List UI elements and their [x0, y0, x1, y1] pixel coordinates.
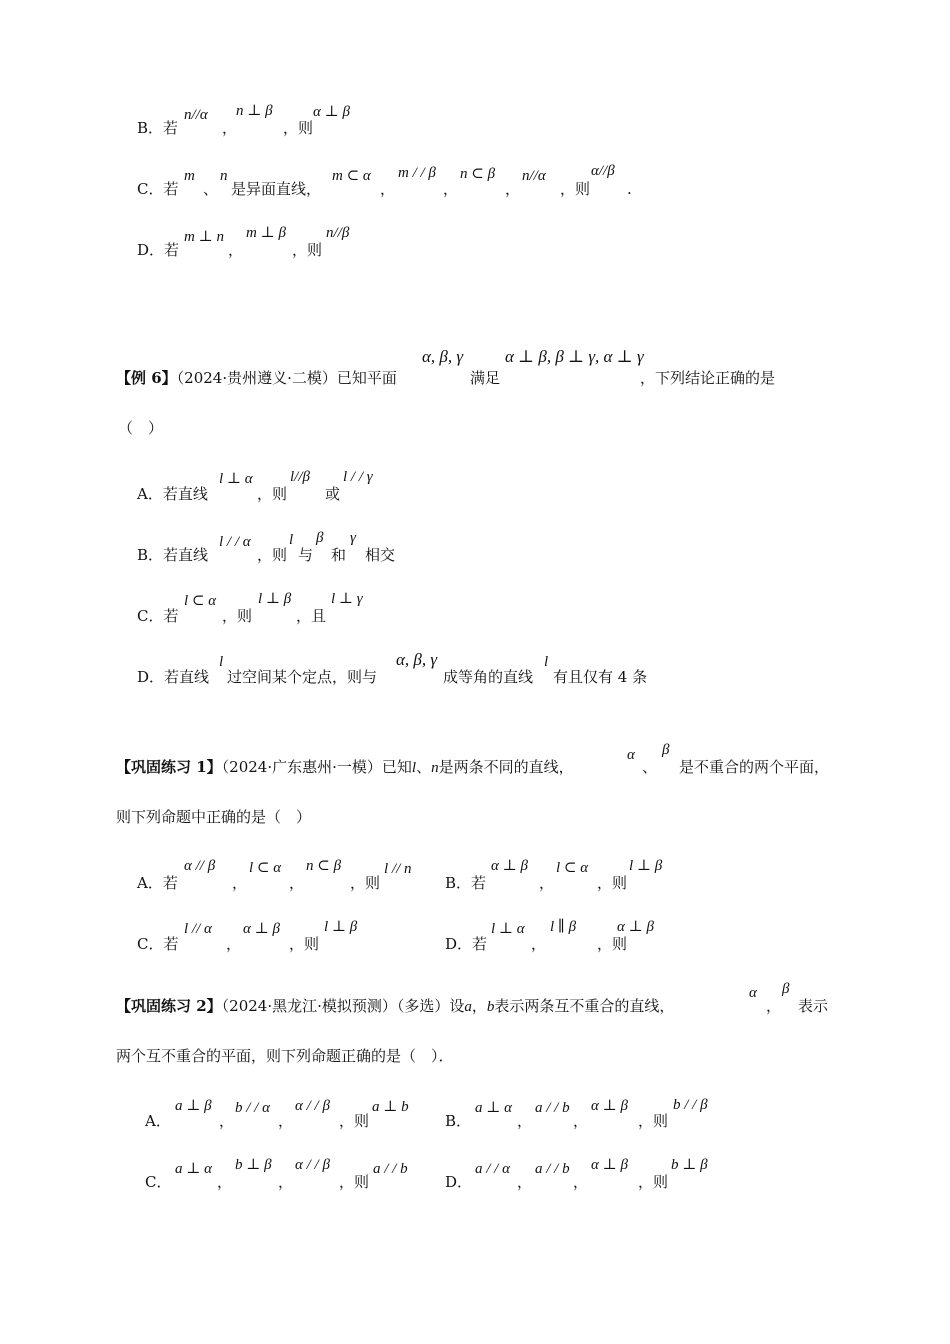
- then-text: ，则: [597, 874, 628, 892]
- formula: l ⊥ γ: [331, 591, 363, 607]
- comma: ，: [766, 997, 782, 1015]
- then-text: ，则: [560, 180, 591, 198]
- then-text: ，则: [638, 1173, 669, 1191]
- formula: n ⊂ β: [306, 858, 342, 874]
- separator: 、: [642, 758, 658, 776]
- text: 和: [331, 546, 347, 564]
- source-text: （2024·广东惠州·一模）已知: [221, 758, 412, 776]
- formula: l: [219, 654, 224, 670]
- formula: l: [289, 532, 294, 548]
- formula: l ⊥ β: [258, 591, 292, 607]
- formula: m / / β: [398, 165, 436, 181]
- formula: l ⊂ α: [556, 860, 589, 876]
- comma: ，: [517, 1112, 533, 1130]
- formula: α, β, γ: [422, 347, 464, 366]
- option-label: C．若: [137, 935, 179, 953]
- comma: ，: [278, 1173, 294, 1191]
- question-stem: [116, 996, 674, 1017]
- formula: n//α: [184, 107, 208, 123]
- option-label: C．若: [137, 607, 179, 625]
- comma: ，: [226, 935, 242, 953]
- question-stem: [116, 368, 397, 388]
- formula: n//α: [522, 168, 546, 184]
- option-label: D．若直线: [137, 668, 210, 686]
- formula: a ⊥ α: [475, 1100, 512, 1116]
- text: 过空间某个定点，则与: [227, 668, 378, 686]
- formula: a ⊥ β: [175, 1098, 212, 1114]
- comma: ，: [289, 874, 305, 892]
- option-label: A．若: [137, 874, 178, 892]
- period: .: [627, 180, 632, 198]
- question-stem-line2: 则下列命题中正确的是（ ）: [116, 808, 312, 826]
- formula: β: [316, 530, 324, 546]
- option-label: B．若: [137, 119, 179, 137]
- comma: ，: [443, 180, 459, 198]
- var-b: b: [486, 999, 495, 1015]
- formula: m ⊥ β: [246, 225, 286, 241]
- text: 满足: [470, 369, 501, 387]
- option-label: D．若: [137, 241, 180, 259]
- then-text: ，则: [222, 607, 253, 625]
- formula: α ⊥ β: [243, 921, 280, 937]
- formula: a ⊥ α: [175, 1161, 212, 1177]
- option-label: B．: [445, 1112, 472, 1130]
- formula: α ⊥ β: [491, 858, 528, 874]
- formula: α//β: [591, 163, 615, 179]
- var-n: n: [431, 760, 439, 776]
- comma: ，: [573, 1112, 589, 1130]
- formula: n//β: [326, 225, 350, 241]
- then-text: ，则: [257, 546, 288, 564]
- formula: α // β: [184, 858, 216, 874]
- then-text: ，则: [283, 119, 314, 137]
- formula: l: [544, 654, 549, 670]
- text: 是异面直线，: [231, 180, 322, 198]
- question-tag: 【巩固练习 1】: [116, 758, 222, 776]
- question-stem-line2: 两个互不重合的平面，则下列命题正确的是（ ）．: [116, 1047, 454, 1065]
- option-label: C．若: [137, 180, 179, 198]
- formula: l//β: [290, 469, 310, 485]
- formula: a / / b: [535, 1100, 570, 1116]
- formula: l ⊥ α: [491, 921, 525, 937]
- formula: a / / α: [475, 1161, 510, 1177]
- then-text: ，则: [339, 1173, 370, 1191]
- formula: α: [749, 985, 757, 1001]
- source-text: （2024·黑龙江·模拟预测）（多选）设: [221, 997, 465, 1015]
- formula: β: [662, 742, 670, 758]
- then-text: ，则: [638, 1112, 669, 1130]
- option-label: A．若直线: [137, 485, 208, 503]
- text: 是不重合的两个平面，: [679, 758, 830, 776]
- formula: α / / β: [295, 1098, 330, 1114]
- answer-paren: （ ）: [118, 419, 164, 437]
- question-tag: 【巩固练习 2】: [116, 997, 222, 1015]
- text: 相交: [365, 546, 396, 564]
- formula: α ⊥ β: [313, 104, 350, 120]
- formula: α ⊥ β: [617, 919, 654, 935]
- formula: l ⊂ α: [184, 593, 217, 609]
- formula: α ⊥ β, β ⊥ γ, α ⊥ γ: [505, 347, 644, 366]
- comma: ，: [471, 997, 487, 1015]
- comma: ，: [219, 1112, 235, 1130]
- comma: ，: [232, 874, 248, 892]
- formula: m ⊂ α: [332, 168, 371, 184]
- formula: a ⊥ b: [372, 1099, 409, 1115]
- source-text: （2024·贵州遵义·二模）已知平面: [176, 369, 397, 387]
- formula: n ⊂ β: [460, 166, 496, 182]
- comma: ，: [217, 1173, 233, 1191]
- text: 成等角的直线: [443, 668, 534, 686]
- formula: β: [782, 981, 790, 997]
- formula: l ⊥ β: [324, 919, 358, 935]
- then-text: ，则: [350, 874, 381, 892]
- then-text: ，则: [292, 241, 323, 259]
- comma: ，: [505, 180, 521, 198]
- formula: m ⊥ n: [184, 229, 224, 245]
- then-text: ，则: [289, 935, 320, 953]
- text: ，下列结论正确的是: [640, 369, 776, 387]
- option-label: D．: [445, 1173, 473, 1191]
- formula: a / / b: [373, 1161, 408, 1177]
- formula: l / / α: [219, 534, 251, 550]
- option-label: A．: [145, 1112, 171, 1130]
- formula: b ⊥ β: [671, 1157, 708, 1173]
- formula: l // α: [184, 921, 212, 937]
- option-label: B．若直线: [137, 546, 209, 564]
- text: 是两条不同的直线，: [438, 758, 574, 776]
- comma: ，: [380, 180, 396, 198]
- formula: n: [220, 168, 228, 184]
- formula: l // n: [384, 861, 412, 877]
- comma: ，: [539, 874, 555, 892]
- then-text: ，则: [257, 485, 288, 503]
- formula: b / / β: [673, 1097, 708, 1113]
- formula: n ⊥ β: [236, 103, 273, 119]
- formula: α ⊥ β: [591, 1098, 628, 1114]
- formula: l ⊥ β: [629, 858, 663, 874]
- formula: b / / α: [235, 1100, 270, 1116]
- formula: a / / b: [535, 1161, 570, 1177]
- formula: α, β, γ: [396, 650, 438, 669]
- formula: l ⊂ α: [249, 860, 282, 876]
- comma: ，: [573, 1173, 589, 1191]
- text: 与: [298, 546, 314, 564]
- question-tag: 【例 6】: [116, 369, 177, 387]
- formula: m: [184, 168, 195, 184]
- text: 有且仅有 4 条: [553, 668, 648, 686]
- text: 或: [325, 485, 341, 503]
- formula: b ⊥ β: [235, 1157, 272, 1173]
- text: ，且: [296, 607, 327, 625]
- comma: ，: [228, 241, 244, 259]
- formula: α: [627, 747, 635, 763]
- option-label: D．若: [445, 935, 488, 953]
- formula: l ∥ β: [550, 919, 577, 935]
- formula: α / / β: [295, 1157, 330, 1173]
- formula: α ⊥ β: [591, 1157, 628, 1173]
- text: 表示两条互不重合的直线，: [494, 997, 675, 1015]
- text: 表示: [798, 997, 829, 1015]
- then-text: ，则: [339, 1112, 370, 1130]
- var-a: a: [464, 999, 472, 1015]
- option-label: B．若: [445, 874, 487, 892]
- comma: ，: [222, 119, 238, 137]
- then-text: ，则: [597, 935, 628, 953]
- question-stem: [116, 757, 574, 778]
- formula: γ: [350, 530, 356, 546]
- comma: ，: [531, 935, 547, 953]
- comma: ，: [278, 1112, 294, 1130]
- var-l: l: [411, 760, 417, 776]
- separator: 、: [203, 180, 219, 198]
- option-label: C．: [145, 1173, 172, 1191]
- comma: ，: [517, 1173, 533, 1191]
- separator: 、: [416, 758, 432, 776]
- formula: l / / γ: [343, 469, 373, 485]
- formula: l ⊥ α: [219, 471, 253, 487]
